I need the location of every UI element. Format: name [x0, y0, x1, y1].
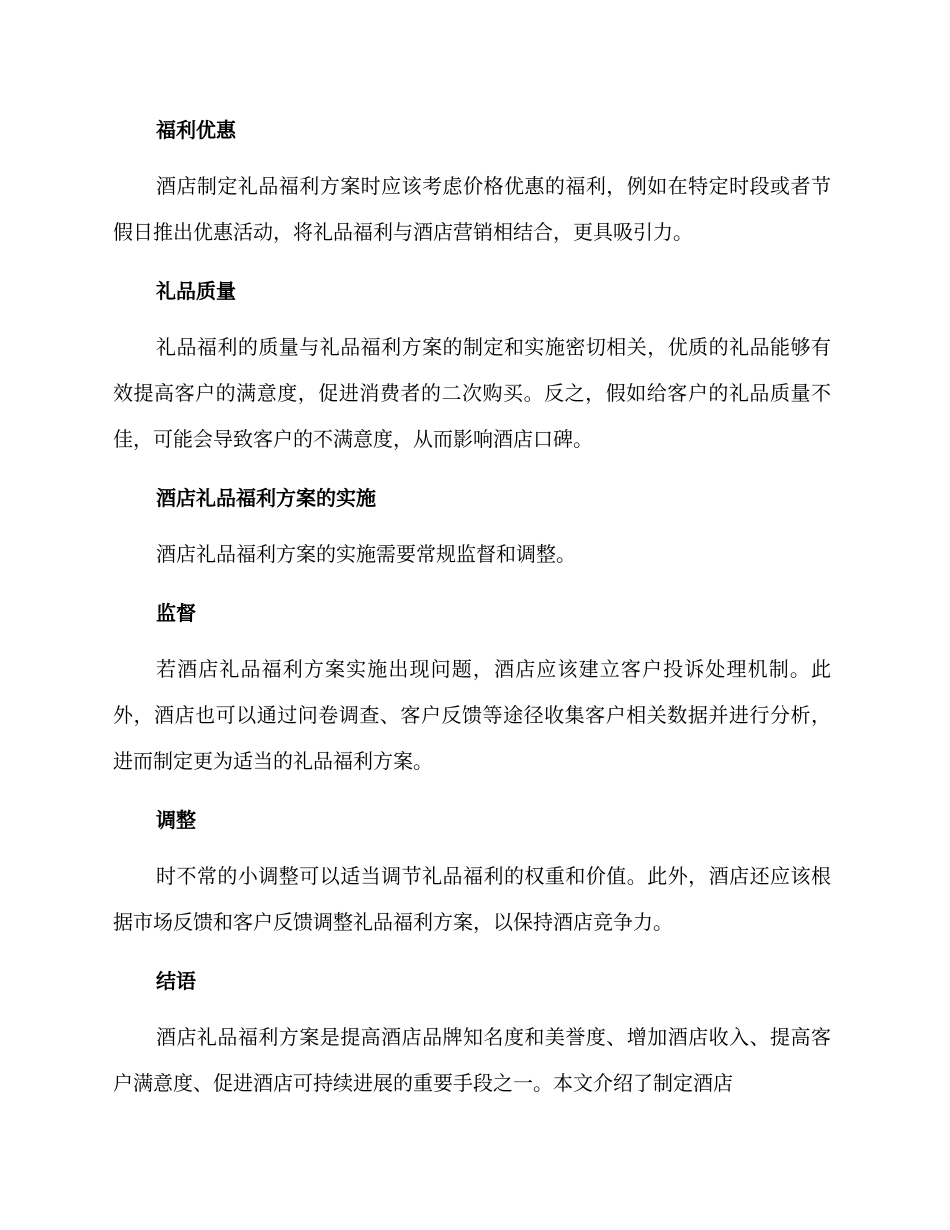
section-heading-gift-quality: 礼品质量 — [156, 279, 236, 303]
section-paragraph-implementation: 酒店礼品福利方案的实施需要常规监督和调整。 — [156, 542, 576, 566]
section-heading-discount: 福利优惠 — [156, 118, 236, 142]
section-heading-conclusion: 结语 — [156, 969, 196, 993]
section-heading-adjustment: 调整 — [156, 808, 196, 832]
section-paragraph-discount: 酒店制定礼品福利方案时应该考虑价格优惠的福利，例如在特定时段或者节假日推出优惠活动，将礼品福利与酒店营销相结合，更具吸引力。 — [113, 174, 831, 244]
section-paragraph-adjustment: 时不常的小调整可以适当调节礼品福利的权重和价值。此外，酒店还应该根据市场反馈和客户反馈调整礼品福利方案，以保持酒店竞争力。 — [113, 864, 831, 934]
section-paragraph-gift-quality: 礼品福利的质量与礼品福利方案的制定和实施密切相关，优质的礼品能够有效提高客户的满意度，促进消费者的二次购买。反之，假如给客户的礼品质量不佳，可能会导致客户的不满意度，从而影响酒店口碑。 — [113, 335, 831, 451]
document-body — [113, 108, 831, 1120]
section-paragraph-conclusion: 酒店礼品福利方案是提高酒店品牌知名度和美誉度、增加酒店收入、提高客户满意度、促进酒店可持续进展的重要手段之一。本文介绍了制定酒店 — [113, 1025, 831, 1095]
section-heading-supervision: 监督 — [156, 601, 196, 625]
section-paragraph-supervision: 若酒店礼品福利方案实施出现问题，酒店应该建立客户投诉处理机制。此外，酒店也可以通过问卷调查、客户反馈等途径收集客户相关数据并进行分析，进而制定更为适当的礼品福利方案。 — [113, 657, 831, 773]
section-heading-implementation: 酒店礼品福利方案的实施 — [156, 486, 376, 510]
